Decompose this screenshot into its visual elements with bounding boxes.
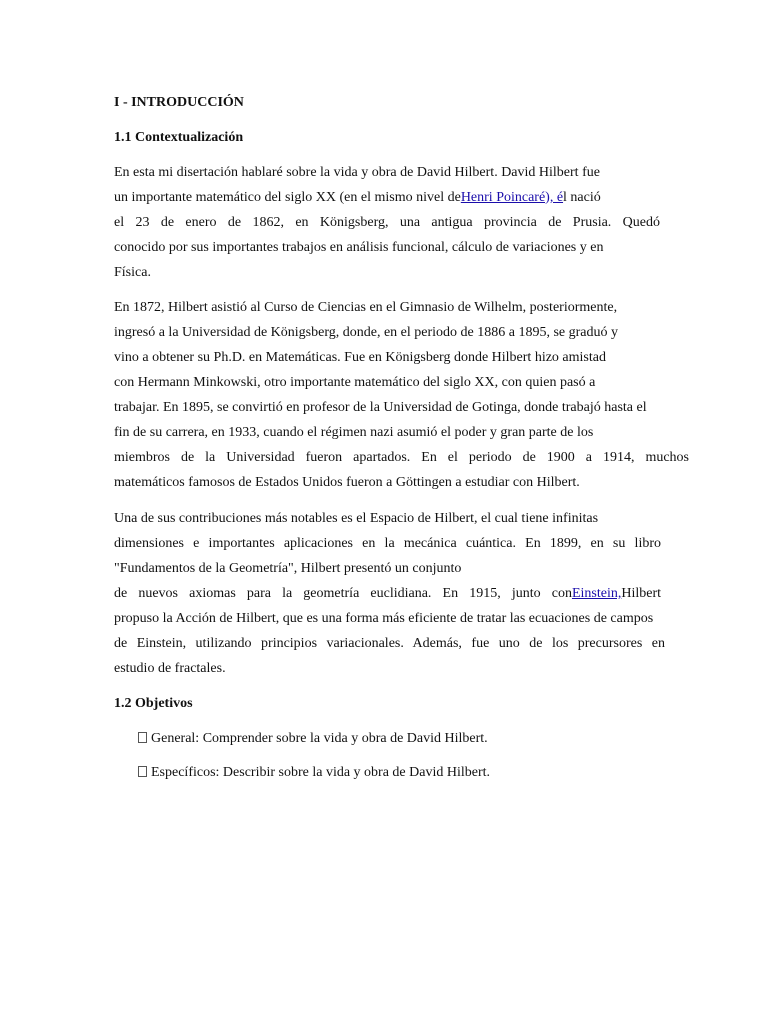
paragraph-line xyxy=(114,189,689,207)
objective-item xyxy=(138,731,488,747)
line-text: un importante matemático del siglo XX (en el mismo nivel de xyxy=(114,190,461,205)
paragraph-line: el 23 de enero de 1862, en Königsberg, una antigua provincia de Prusia. Quedó xyxy=(114,215,660,230)
bullet-placeholder-icon xyxy=(138,766,147,777)
objective-text: General: Comprender sobre la vida y obra de David Hilbert. xyxy=(151,731,488,746)
paragraph-line: En 1872, Hilbert asistió al Curso de Ciencias en el Gimnasio de Wilhelm, posteriormente, xyxy=(114,300,618,315)
objective-item xyxy=(138,765,490,781)
paragraph-line: trabajar. En 1895, se convirtió en profesor de la Universidad de Gotinga, donde trabajó hasta el xyxy=(114,400,647,415)
objective-text: Específicos: Describir sobre la vida y obra de David Hilbert. xyxy=(151,765,491,780)
paragraph-line: ingresó a la Universidad de Königsberg, donde, en el periodo de 1886 a 1895, se graduó y xyxy=(114,325,619,340)
paragraph-line: miembros de la Universidad fueron apartados. En el periodo de 1900 a 1914, muchos xyxy=(114,450,689,465)
subsection-title-contextualizacion: 1.1 Contextualización xyxy=(114,130,244,145)
paragraph-line: dimensiones e importantes aplicaciones en la mecánica cuántica. En 1899, en su libro xyxy=(114,536,661,551)
line-text: l nació xyxy=(563,190,601,205)
paragraph-line: En esta mi disertación hablaré sobre la vida y obra de David Hilbert. David Hilbert fue xyxy=(114,165,600,180)
line-text: de nuevos axiomas para la geometría euclidiana. En 1915, junto con xyxy=(114,586,572,601)
paragraph-line: matemáticos famosos de Estados Unidos fueron a Göttingen a estudiar con Hilbert. xyxy=(114,475,580,490)
paragraph-line: conocido por sus importantes trabajos en análisis funcional, cálculo de variaciones y en xyxy=(114,240,604,255)
einstein-link[interactable]: Einstein, xyxy=(571,586,622,601)
paragraph-line: con Hermann Minkowski, otro importante matemático del siglo XX, con quien pasó a xyxy=(114,375,596,390)
subsection-title-objetivos: 1.2 Objetivos xyxy=(114,696,193,711)
section-title: I - INTRODUCCIÓN xyxy=(114,95,244,110)
paragraph-line: Una de sus contribuciones más notables es el Espacio de Hilbert, el cual tiene infinitas xyxy=(114,511,599,526)
paragraph-line xyxy=(114,585,661,603)
bullet-placeholder-icon xyxy=(138,732,147,743)
paragraph-line: Física. xyxy=(114,265,151,280)
paragraph-line: fin de su carrera, en 1933, cuando el régimen nazi asumió el poder y gran parte de los xyxy=(114,425,594,440)
line-text: Hilbert xyxy=(621,586,661,601)
paragraph-line: "Fundamentos de la Geometría", Hilbert presentó un conjunto xyxy=(114,561,462,576)
paragraph-line: vino a obtener su Ph.D. en Matemáticas. Fue en Königsberg donde Hilbert hizo amistad xyxy=(114,350,606,365)
paragraph-line: de Einstein, utilizando principios variacionales. Además, fue uno de los precursores en xyxy=(114,636,665,651)
henri-poincare-link[interactable]: Henri Poincaré), é xyxy=(460,190,564,205)
paragraph-line: estudio de fractales. xyxy=(114,661,226,676)
paragraph-line: propuso la Acción de Hilbert, que es una forma más eficiente de tratar las ecuaciones de campos xyxy=(114,611,654,626)
